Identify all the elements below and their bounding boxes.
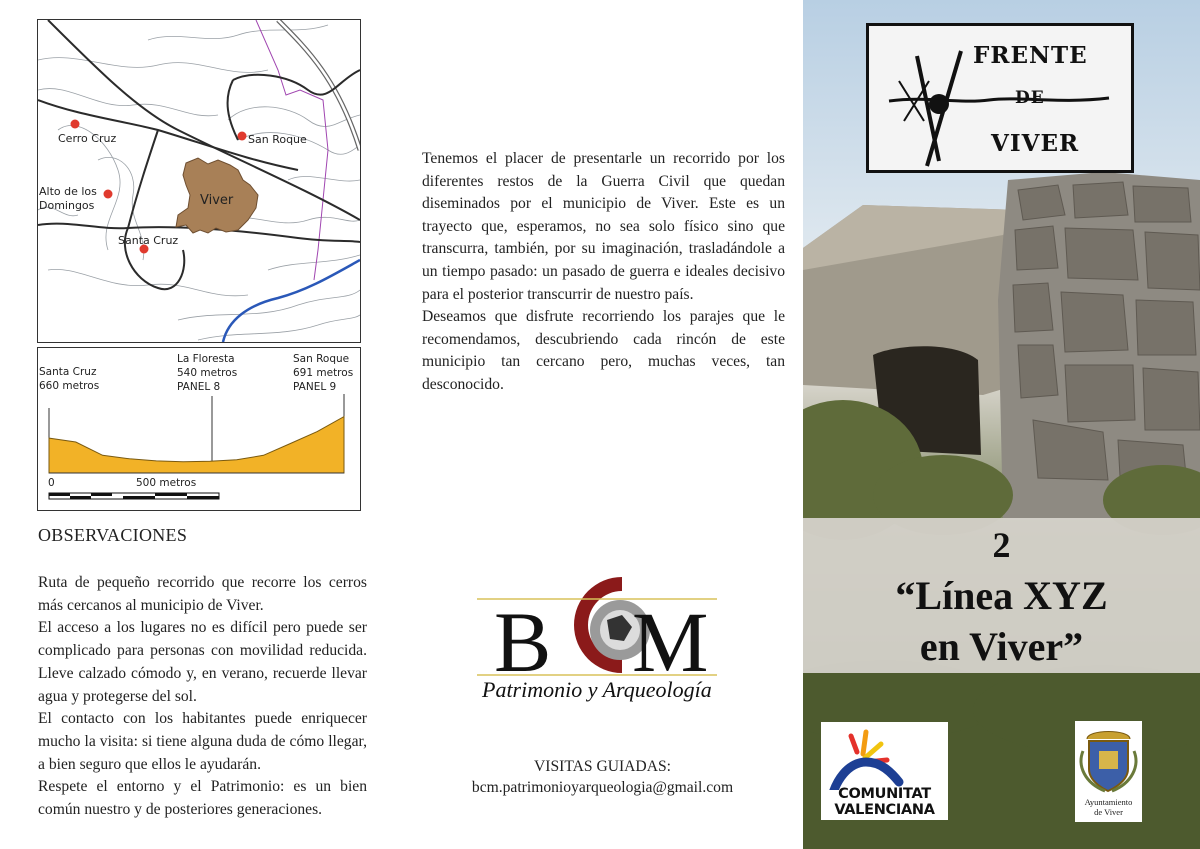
- scale-zero: 0: [48, 477, 55, 489]
- ayto-line1: Ayuntamiento: [1084, 797, 1133, 807]
- profile-left-name: Santa Cruz: [39, 366, 97, 378]
- scale-label: 500 metros: [136, 477, 197, 489]
- label-santa-cruz: Santa Cruz: [118, 234, 179, 247]
- profile-left-alt: 660 metros: [39, 380, 100, 392]
- route-number: 2: [992, 525, 1011, 565]
- obs-paragraph: Ruta de pequeño recorrido que recorre los cerros más cercanos al municipio de Viver.: [38, 574, 367, 614]
- cv-line2: VALENCIANA: [834, 802, 935, 818]
- elevation-profile: [37, 347, 361, 511]
- profile-right-name: San Roque: [293, 353, 350, 365]
- profile-drawing: [38, 348, 360, 510]
- label-cerro-cruz: Cerro Cruz: [58, 132, 117, 145]
- profile-right-panel: PANEL 9: [293, 381, 337, 393]
- obs-paragraph: Respete el entorno y el Patrimonio: es un bien común nuestro y de posteriores generaciones.: [38, 778, 367, 819]
- cv-emblem-icon: [821, 722, 948, 790]
- label-alto-line1: Alto de los: [39, 185, 97, 198]
- scale-bar: [49, 493, 219, 499]
- frente-word-1: FRENTE: [973, 42, 1088, 69]
- frente-word-3: VIVER: [991, 130, 1080, 157]
- intro-paragraph: Tenemos el placer de presentarle un recorrido por los diferentes restos de la Guerra Civil que quedan diseminados por el municipio de Viver. Este es un trayecto que, esperamos, no sea solo físico sino que transcurra, también, por su imaginación, trasladándole a un tiempo pasado: un pasado de guerra e ideales decisivo para el posterior transcurrir de nuestro país.: [422, 150, 785, 303]
- point-cerro-cruz: [71, 120, 80, 129]
- intro-text: [422, 148, 785, 397]
- comunitat-valenciana-logo: [821, 722, 948, 820]
- observaciones-title: OBSERVACIONES: [38, 525, 188, 545]
- visitas-label: VISITAS GUIADAS:: [534, 758, 671, 775]
- profile-mid-alt: 540 metros: [177, 367, 238, 379]
- bcm-letter-m: M: [632, 594, 709, 690]
- title-band: [803, 518, 1200, 673]
- visitas-guiadas: [430, 756, 775, 798]
- label-alto-line2: Domingos: [39, 199, 95, 212]
- contact-email[interactable]: bcm.patrimonioyarqueologia@gmail.com: [471, 779, 734, 796]
- profile-mid-name: La Floresta: [177, 353, 235, 365]
- cv-line1: COMUNITAT: [838, 786, 931, 802]
- town-label: Viver: [200, 193, 234, 208]
- obs-paragraph: El acceso a los lugares no es difícil pero puede ser complicado para personas con movilidad reducida. Lleve calzado cómodo y, en verano, recuerde llevar agua y protegerse del sol.: [38, 619, 367, 705]
- profile-mid-panel: PANEL 8: [177, 381, 221, 393]
- ayuntamiento-text: [1075, 797, 1142, 817]
- label-san-roque: San Roque: [248, 133, 307, 146]
- municipal-boundary: [256, 20, 328, 280]
- ayto-line2: de Viver: [1094, 807, 1123, 817]
- profile-right-alt: 691 metros: [293, 367, 354, 379]
- route-title-line2: en Viver”: [919, 624, 1084, 669]
- intro-paragraph: Deseamos que disfrute recorriendo los parajes que le recomendamos, descubriendo cada rincón de este municipio tan cercano pero, muchas veces, tan desconocido.: [422, 308, 785, 393]
- map-drawing: [38, 20, 360, 342]
- profile-area: [49, 417, 344, 473]
- bcm-subtitle: Patrimonio y Arqueología: [482, 677, 712, 702]
- bcm-logo: [472, 575, 722, 710]
- frente-word-2: DE: [1015, 88, 1045, 108]
- frente-de-viver-logo: [866, 23, 1134, 173]
- point-san-roque: [238, 132, 247, 141]
- route-title-line1: “Línea XYZ: [895, 573, 1108, 618]
- highway: [278, 20, 360, 150]
- route-map: [37, 19, 361, 343]
- obs-paragraph: El contacto con los habitantes puede enriquecer mucho la visita: si tiene alguna duda de cómo llegar, a bien seguro que ellos le ayudarán.: [38, 710, 367, 773]
- point-alto-domingos: [104, 190, 113, 199]
- observaciones-text: [38, 572, 367, 822]
- river: [223, 260, 360, 342]
- coat-of-arms-icon: [1075, 721, 1142, 797]
- ayuntamiento-logo: [1075, 721, 1142, 822]
- bcm-letter-b: B: [494, 594, 552, 690]
